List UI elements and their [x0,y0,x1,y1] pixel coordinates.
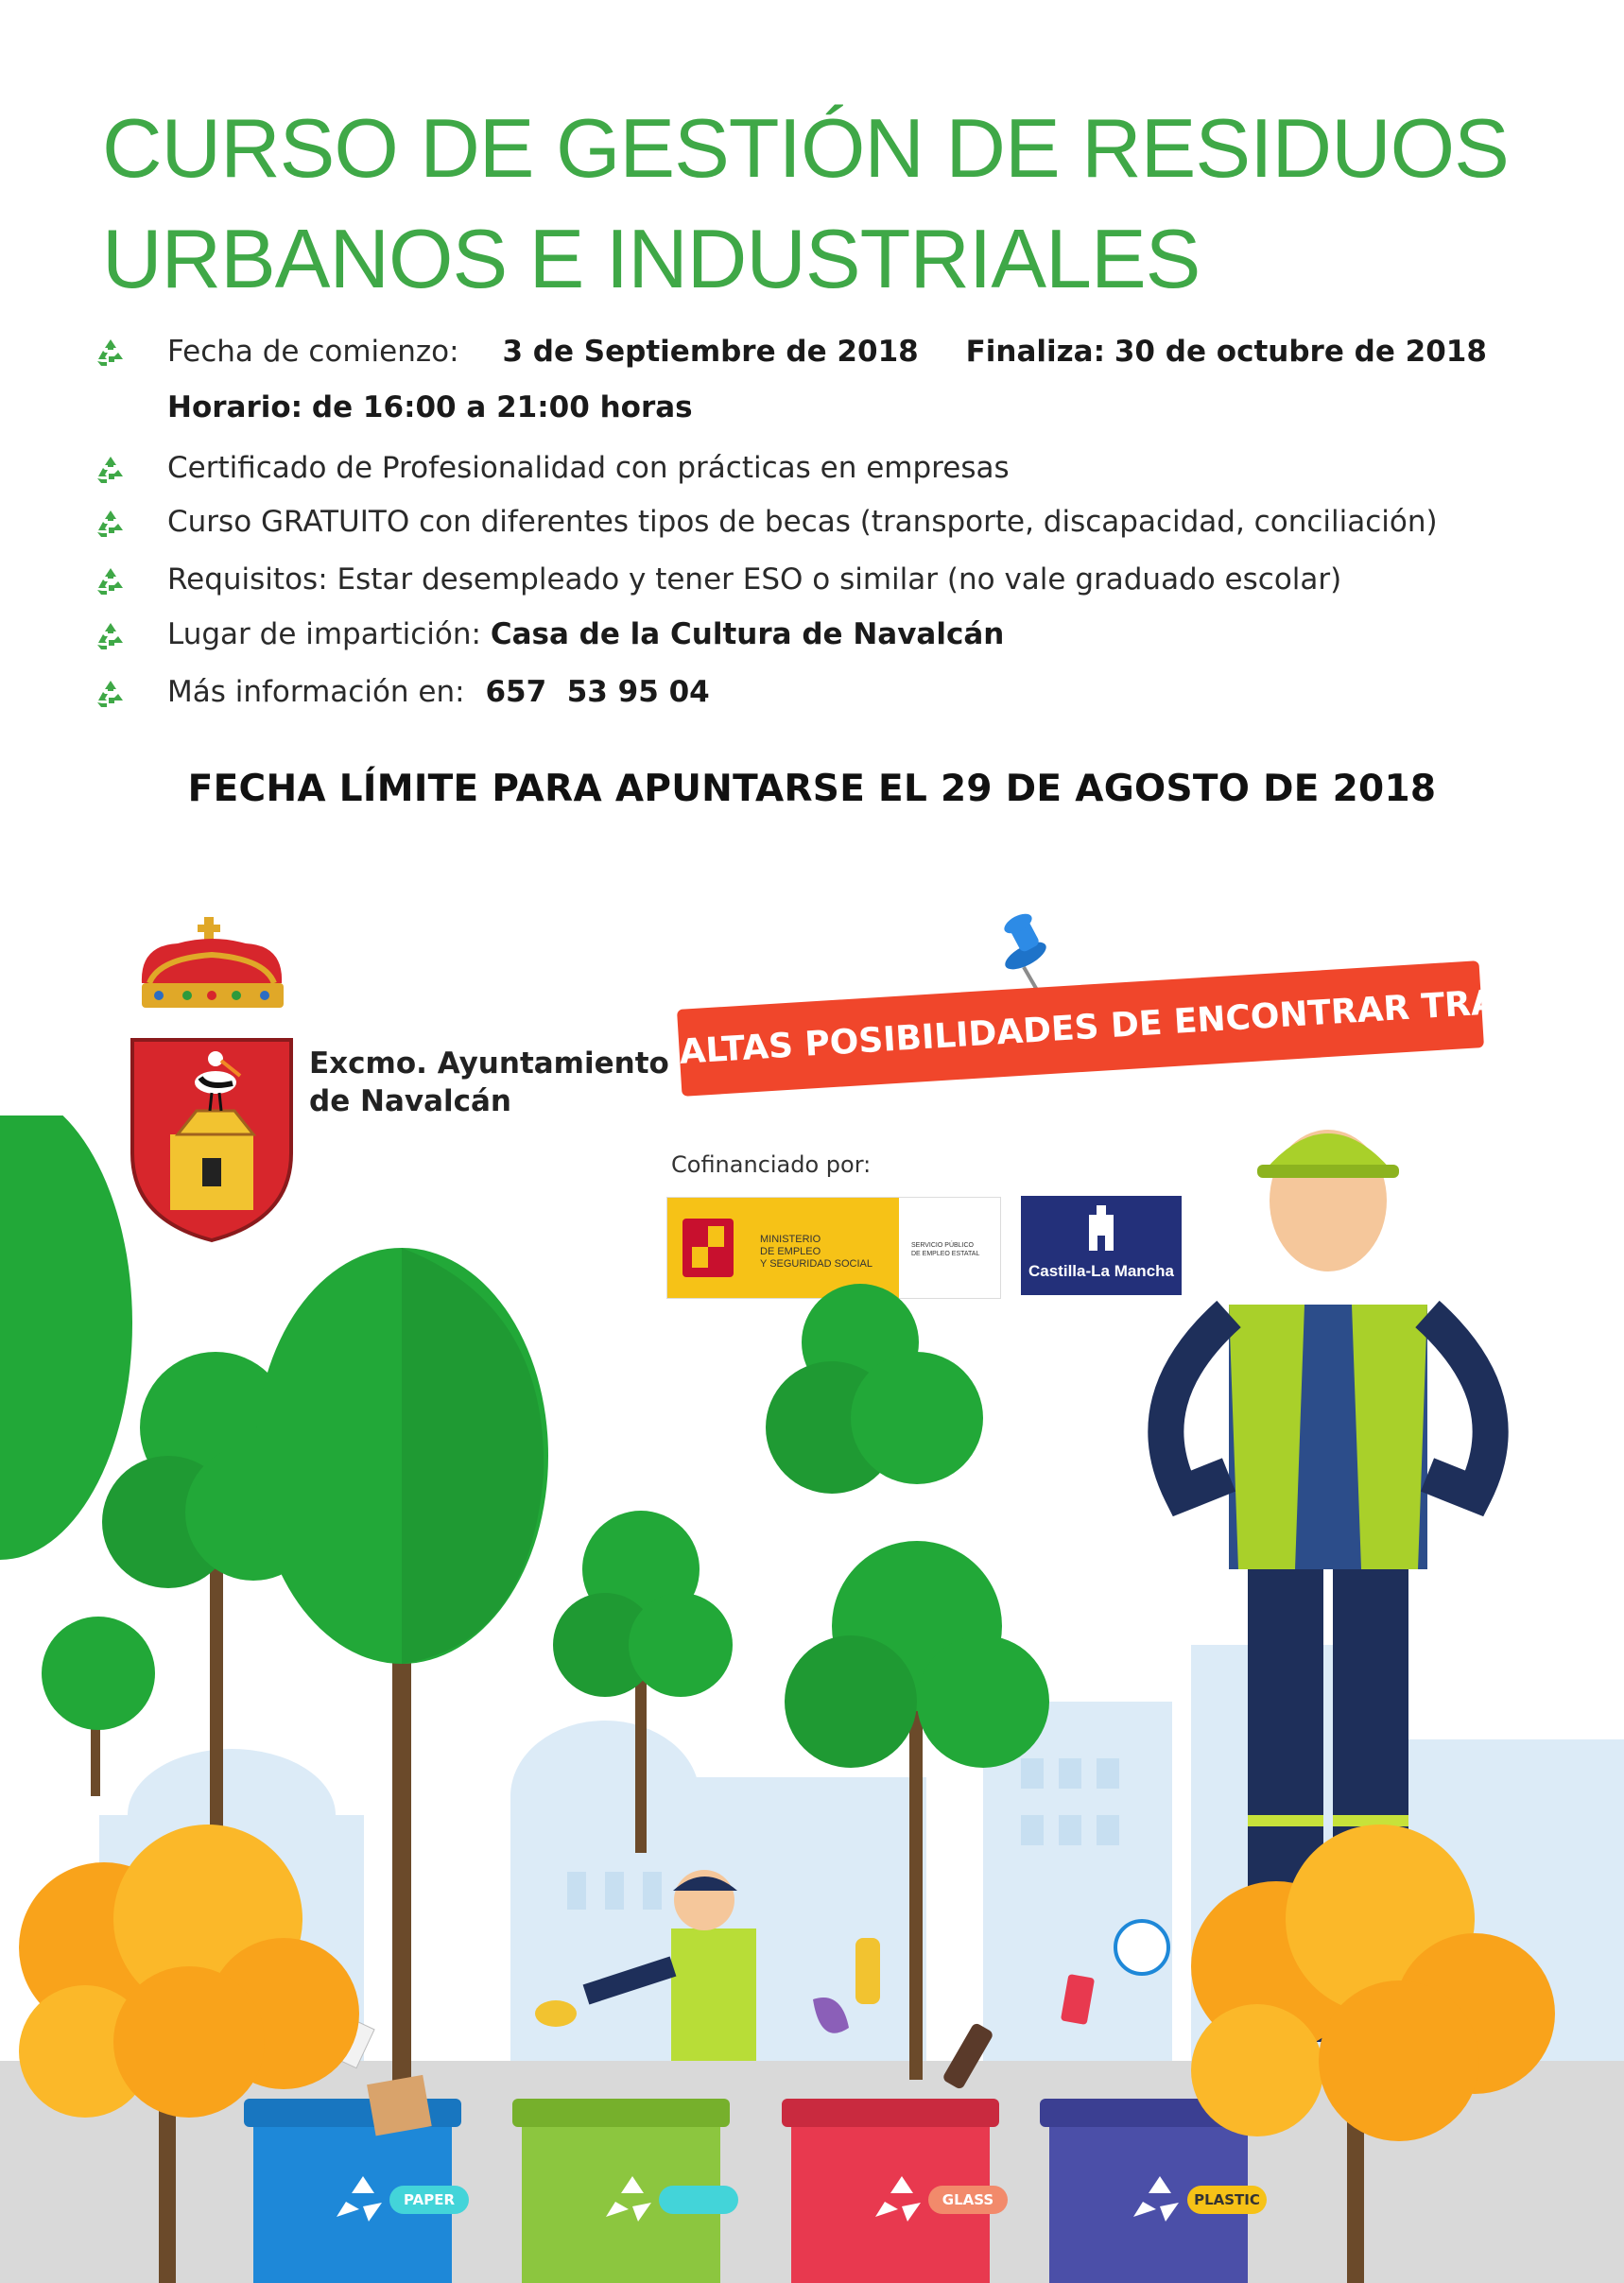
page-title [102,93,1509,314]
more-info-line [167,675,710,709]
bin-label-organic [659,2186,738,2214]
title-line-2: URBANOS E INDUSTRIALES [102,212,1201,305]
start-label: Fecha de comienzo: [167,335,459,369]
recycle-icon [95,454,127,486]
organizer-line-1: Excmo. Ayuntamiento [309,1046,669,1081]
schedule-label: Horario: [167,390,303,424]
organizer-name [309,1045,669,1120]
recycle-icon [95,620,127,652]
location-value: Casa de la Cultura de Navalcán [490,617,1005,651]
bin-label-paper: PAPER [389,2186,469,2214]
bin-label-plastic: PLASTIC [1187,2186,1267,2214]
more-info-label: Más información en: [167,675,465,709]
ministry-line-1: MINISTERIO [760,1234,821,1245]
organizer-line-2: de Navalcán [309,1084,511,1118]
end-value: 30 de octubre de 2018 [1114,335,1487,369]
start-date-line [167,335,1487,369]
schedule-line [167,390,693,424]
deadline-notice: FECHA LÍMITE PARA APUNTARSE EL 29 DE AGOSTO DE 2018 [187,768,1437,810]
recycle-icon [95,678,127,710]
free-course-line: Curso GRATUITO con diferentes tipos de becas (transporte, discapacidad, conciliación) [167,505,1438,539]
cofinanced-label: Cofinanciado por: [671,1151,872,1178]
sepe-line-2: DE EMPLEO ESTATAL [911,1251,980,1257]
recycling-illustration [0,1116,1624,2283]
recycle-icon [95,337,127,369]
sepe-line-1: SERVICIO PÚBLICO [911,1242,975,1249]
start-value: 3 de Septiembre de 2018 [502,335,919,369]
end-label: Finaliza: [965,335,1105,369]
region-name: Castilla-La Mancha [1028,1262,1174,1280]
phone-number: 657 53 95 04 [485,675,710,709]
schedule-value: de 16:00 a 21:00 horas [311,390,693,424]
recycle-icon [95,508,127,540]
bin-label-glass: GLASS [928,2186,1008,2214]
recycle-icon [95,565,127,597]
ministry-line-2: DE EMPLEO [760,1246,821,1257]
requirements-line: Requisitos: Estar desempleado y tener ESO o similar (no vale graduado escolar) [167,562,1342,597]
location-label: Lugar de impartición: [167,617,481,651]
job-prospects-banner: ALTAS POSIBILIDADES DE ENCONTRAR TRABAJO [677,960,1484,1097]
title-line-1: CURSO DE GESTIÓN DE RESIDUOS [102,101,1509,195]
ministry-line-3: Y SEGURIDAD SOCIAL [760,1258,872,1270]
location-line [167,617,1004,651]
certificate-line: Certificado de Profesionalidad con prácticas en empresas [167,451,1010,485]
